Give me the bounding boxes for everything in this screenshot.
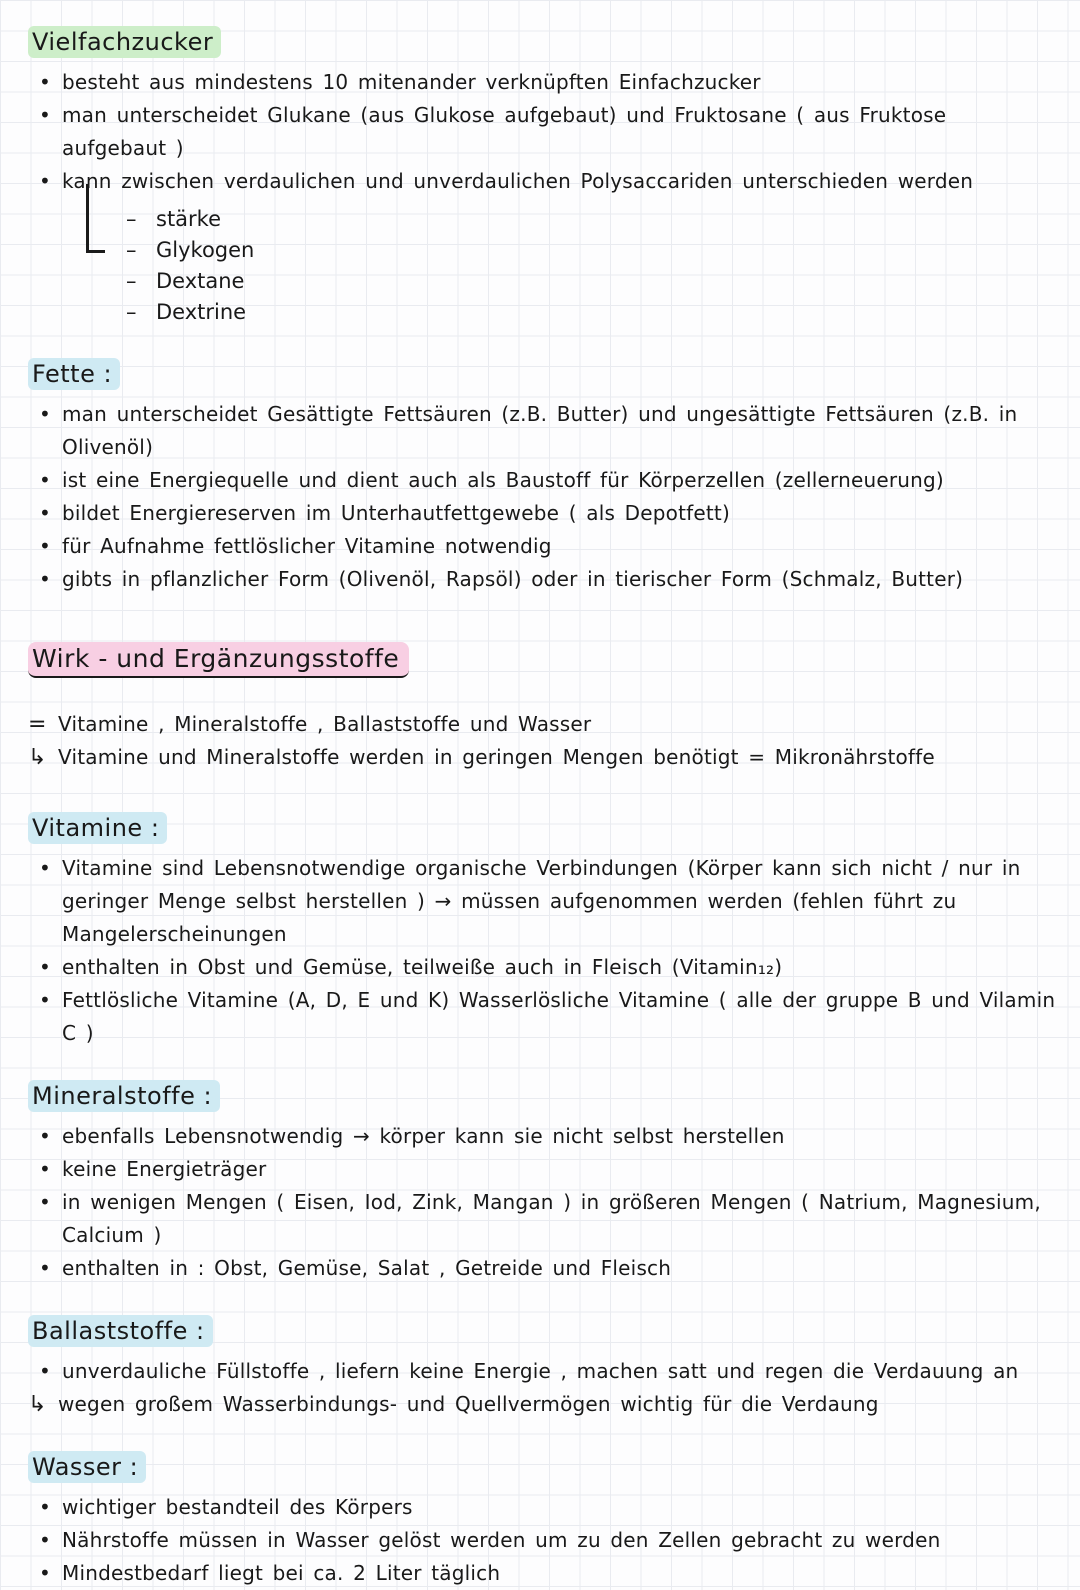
arrow-marker: ↳ <box>28 1392 47 1417</box>
section-heading-vielfachzucker: Vielfachzucker <box>28 26 221 58</box>
bullet-marker: • <box>39 501 51 525</box>
equals-marker: = <box>28 712 47 737</box>
note-line <box>28 497 1056 530</box>
section-vitamine <box>28 812 1056 1050</box>
bullet-marker: • <box>39 856 51 880</box>
section-heading-wirkstoffe: Wirk - und Ergänzungsstoffe <box>28 642 409 678</box>
section-wasser <box>28 1451 1056 1590</box>
dash-marker: – <box>126 207 137 231</box>
section-fette <box>28 358 1056 596</box>
bullet-marker: • <box>39 1157 51 1181</box>
bullet-marker: • <box>39 1190 51 1214</box>
note-line <box>28 708 1056 741</box>
note-line <box>28 984 1056 1050</box>
section-mineralstoffe <box>28 1080 1056 1285</box>
note-text: in wenigen Mengen ( Eisen, Iod, Zink, Mangan ) in größeren Mengen ( Natrium, Magnesium, Calcium ) <box>62 1190 1041 1247</box>
dash-marker: – <box>126 269 137 293</box>
note-text: bildet Energiereserven im Unterhautfettgewebe ( als Depotfett) <box>62 501 730 525</box>
note-text: kann zwischen verdaulichen und unverdaulichen Polysaccariden unterschieden werden <box>62 169 974 193</box>
note-line <box>28 1120 1056 1153</box>
note-line <box>28 852 1056 951</box>
bullet-marker: • <box>39 955 51 979</box>
bullet-marker: • <box>39 402 51 426</box>
list-item-text: Dextrine <box>156 300 247 324</box>
bullet-marker: • <box>39 103 51 127</box>
note-line <box>28 66 1056 99</box>
note-text: Fettlösliche Vitamine (A, D, E und K) Wasserlösliche Vitamine ( alle der gruppe B und Vilamin C ) <box>62 988 1056 1045</box>
dash-marker: – <box>126 300 137 324</box>
list-item <box>126 204 1056 235</box>
note-line <box>28 1388 1056 1421</box>
section-heading-ballaststoffe: Ballaststoffe : <box>28 1315 213 1347</box>
polysaccharide-list <box>86 204 1056 328</box>
section-heading-vitamine: Vitamine : <box>28 812 167 844</box>
bullet-marker: • <box>39 169 51 193</box>
note-text: wegen großem Wasserbindungs- und Quellvermögen wichtig für die Verdaung <box>58 1392 879 1416</box>
section-wirkstoffe <box>28 642 1056 774</box>
note-text: Vitamine , Mineralstoffe , Ballaststoffe und Wasser <box>58 712 592 736</box>
note-text: ist eine Energiequelle und dient auch als Baustoff für Körperzellen (zellerneuerung) <box>62 468 944 492</box>
section-vielfachzucker <box>28 26 1056 328</box>
bullet-marker: • <box>39 534 51 558</box>
section-heading-wasser: Wasser : <box>28 1451 146 1483</box>
note-text: gibts in pflanzlicher Form (Olivenöl, Rapsöl) oder in tierischer Form (Schmalz, Butter) <box>62 567 964 591</box>
list-item-text: Dextane <box>156 269 245 293</box>
note-line <box>28 951 1056 984</box>
note-text: ebenfalls Lebensnotwendig → körper kann sie nicht selbst herstellen <box>62 1124 785 1148</box>
bracket-line <box>86 184 105 253</box>
note-text: Vitamine sind Lebensnotwendige organische Verbindungen (Körper kann sich nicht / nur in geringer Menge selbst herstellen ) → müssen aufgenommen werden (fehlen führt zu Mangelerscheinungen <box>62 856 1021 946</box>
note-text: enthalten in : Obst, Gemüse, Salat , Getreide und Fleisch <box>62 1256 672 1280</box>
note-text: enthalten in Obst und Gemüse, teilweiße auch in Fleisch (Vitamin₁₂) <box>62 955 783 979</box>
bullet-marker: • <box>39 1124 51 1148</box>
bullet-marker: • <box>39 567 51 591</box>
bullet-marker: • <box>39 1561 51 1585</box>
note-text: keine Energieträger <box>62 1157 267 1181</box>
note-line <box>28 99 1056 165</box>
note-line <box>28 741 1056 774</box>
note-text: Nährstoffe müssen in Wasser gelöst werden um zu den Zellen gebracht zu werden <box>62 1528 941 1552</box>
bullet-marker: • <box>39 1359 51 1383</box>
list-item <box>126 235 1056 266</box>
note-text: besteht aus mindestens 10 mitenander verknüpften Einfachzucker <box>62 70 761 94</box>
note-text: unverdauliche Füllstoffe , liefern keine Energie , machen satt und regen die Verdauung an <box>62 1359 1019 1383</box>
arrow-marker: ↳ <box>28 745 47 770</box>
note-line <box>28 530 1056 563</box>
note-text: wichtiger bestandteil des Körpers <box>62 1495 413 1519</box>
note-line <box>28 1153 1056 1186</box>
bullet-marker: • <box>39 988 51 1012</box>
section-heading-fette: Fette : <box>28 358 120 390</box>
note-line <box>28 1186 1056 1252</box>
note-text: man unterscheidet Gesättigte Fettsäuren (z.B. Butter) und ungesättigte Fettsäuren (z.B. in Olivenöl) <box>62 402 1018 459</box>
note-text: für Aufnahme fettlöslicher Vitamine notwendig <box>62 534 552 558</box>
section-ballaststoffe <box>28 1315 1056 1421</box>
section-heading-mineralstoffe: Mineralstoffe : <box>28 1080 220 1112</box>
note-line <box>28 398 1056 464</box>
note-line <box>28 563 1056 596</box>
bullet-marker: • <box>39 1495 51 1519</box>
note-line <box>28 165 1056 198</box>
note-line <box>28 1524 1056 1557</box>
note-text: Mindestbedarf liegt bei ca. 2 Liter täglich <box>62 1561 501 1585</box>
note-line <box>28 1252 1056 1285</box>
note-line <box>28 1355 1056 1388</box>
bullet-marker: • <box>39 1256 51 1280</box>
bullet-marker: • <box>39 1528 51 1552</box>
list-item-text: stärke <box>156 207 222 231</box>
note-line <box>28 1557 1056 1590</box>
list-item-text: Glykogen <box>156 238 255 262</box>
dash-marker: – <box>126 238 137 262</box>
note-line <box>28 1491 1056 1524</box>
bullet-marker: • <box>39 468 51 492</box>
note-text: Vitamine und Mineralstoffe werden in geringen Mengen benötigt = Mikronährstoffe <box>58 745 935 769</box>
note-line <box>28 464 1056 497</box>
list-item <box>126 297 1056 328</box>
list-item <box>126 266 1056 297</box>
note-text: man unterscheidet Glukane (aus Glukose aufgebaut) und Fruktosane ( aus Fruktose aufgebaut ) <box>62 103 947 160</box>
bullet-marker: • <box>39 70 51 94</box>
